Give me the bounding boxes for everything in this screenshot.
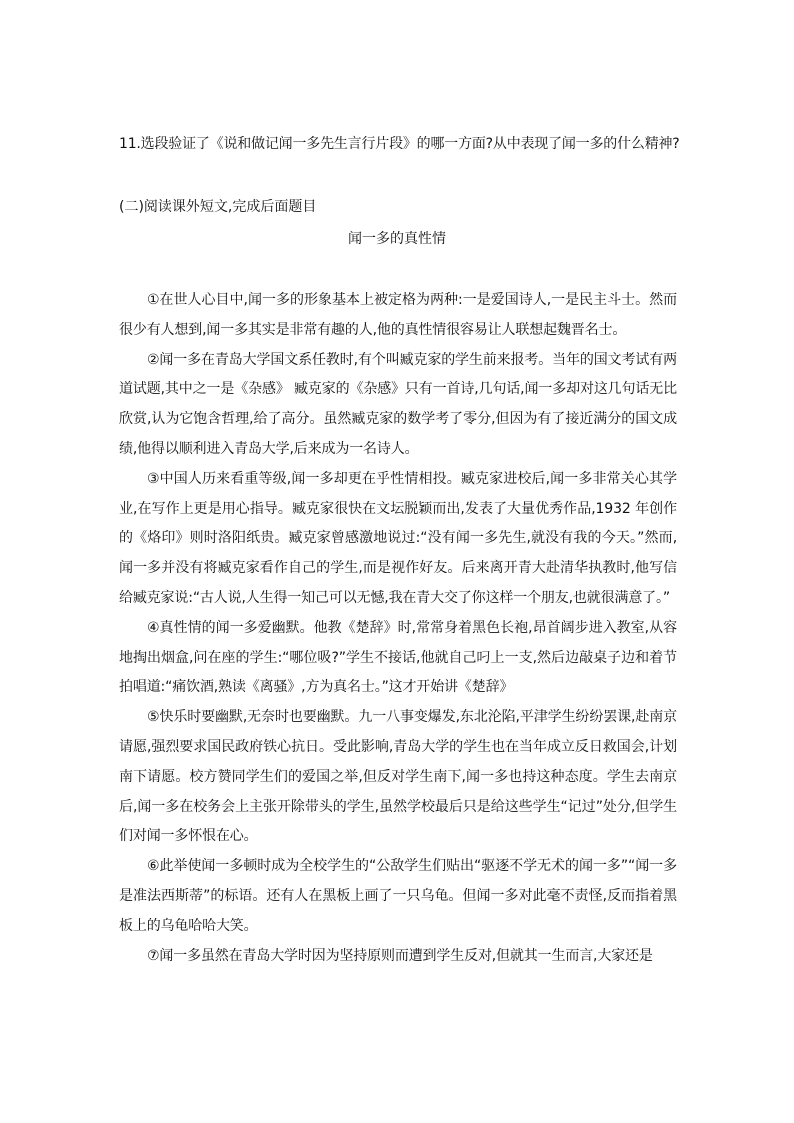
- paragraph-7: ⑦闻一多虽然在青岛大学时因为坚持原则而遭到学生反对,但就其一生而言,大家还是: [147, 947, 653, 964]
- paragraph-6: ⑥此举使闻一多顿时成为全校学生的“公敌学生们贴出“驱逐不学无术的闻一多”“闻一多是准法西斯蒂”的标语。还有人在黑板上画了一只乌龟。但闻一多对此毫不责怪,反而指着黑板上的乌龟哈哈大笑。: [119, 858, 677, 934]
- section-heading: (二)阅读课外短文,完成后面题目: [119, 199, 317, 215]
- article-title: 闻一多的真性情: [348, 231, 446, 247]
- paragraph-3: ③中国人历来看重等级,闻一多却更在乎性情相投。臧克家进校后,闻一多非常关心其学业,在写作上更是用心指导。臧克家很快在文坛脱颖而出,发表了大量优秀作品,1932 年创作的《烙印》则时洛阳纸贵。臧克家曾感激地说过:“没有闻一多先生,就没有我的今天。”然而,闻一多并没有将臧克家看作自己的学生,而是视作好友。后来离开青大赴清华执教时,他写信给臧克家说:“古人说,人生得一知己可以无憾,我在青大交了你这样一个朋友,也就很满意了。”: [119, 470, 677, 606]
- paragraph-5: ⑤快乐时要幽默,无奈时也要幽默。九一八事变爆发,东北沦陷,平津学生纷纷罢课,赴南京请愿,强烈要求国民政府铁心抗日。受此影响,青岛大学的学生也在当年成立反日救国会,计划南下请愿。校方赞同学生们的爱国之举,但反对学生南下,闻一多也持这种态度。学生去南京后,闻一多在校务会上主张开除带头的学生,虽然学校最后只是给这些学生“记过”处分,但学生们对闻一多怀恨在心。: [119, 709, 677, 845]
- paragraph-4: ④真性情的闻一多爱幽默。他教《楚辞》时,常常身着黑色长袍,昂首阔步进入教室,从容地掏出烟盒,问在座的学生:“哪位吸?”学生不接话,他就自己叼上一支,然后边敲桌子边和着节拍唱道:“痛饮酒,熟读《离骚》,方为真名士。”这才开始讲《楚辞》: [119, 619, 677, 696]
- article-body: [119, 286, 677, 971]
- paragraph-1: ①在世人心目中,闻一多的形象基本上被定格为两种:一是爱国诗人,一是民主斗士。然而很少有人想到,闻一多其实是非常有趣的人,他的真性情很容易让人联想起魏晋名士。: [119, 292, 677, 338]
- question-11: 11.选段验证了《说和做记闻一多先生言行片段》的哪一方面?从中表现了闻一多的什么精神?: [119, 136, 680, 152]
- paragraph-2: ②闻一多在青岛大学国文系任教时,有个叫臧克家的学生前来报考。当年的国文考试有两道试题,其中之一是《杂感》 臧克家的《杂感》只有一首诗,几句话,闻一多却对这几句话无比欣赏,认为它饱含哲理,给了高分。虽然臧克家的数学考了零分,但因为有了接近满分的国文成绩,他得以顺利进入青岛大学,后来成为一名诗人。: [119, 351, 677, 457]
